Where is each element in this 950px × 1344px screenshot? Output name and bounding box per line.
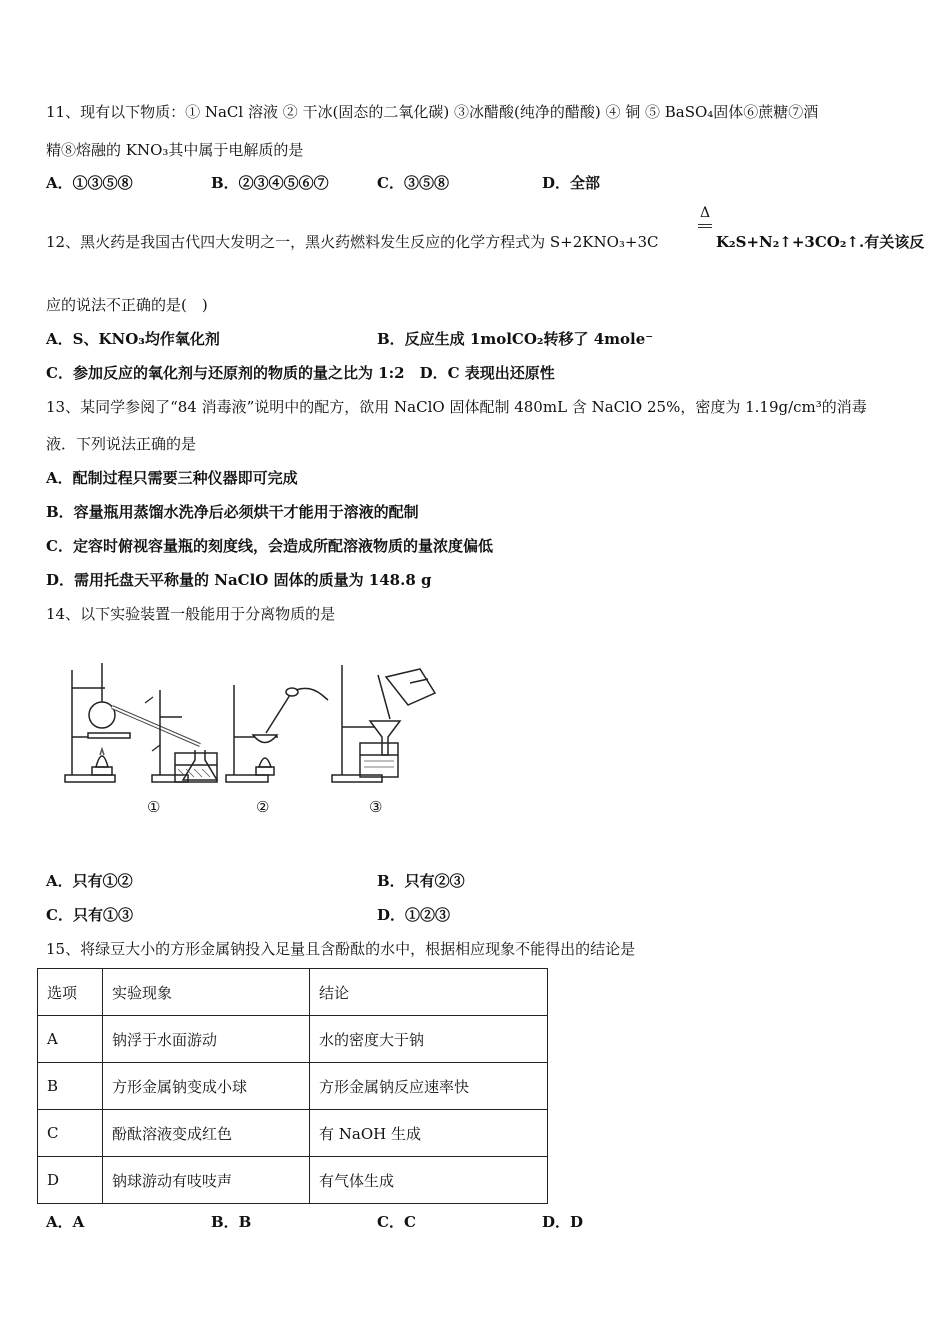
q13-option-d: D．需用托盘天平称量的 NaClO 固体的质量为 148.8 g [46,571,432,589]
q12-line1a: 12、黑火药是我国古代四大发明之一，黑火药燃料发生反应的化学方程式为 S+2KNO₃+3C [46,233,659,251]
q12-option-cd: C．参加反应的氧化剂与还原剂的物质的量之比为 1:2 D．C 表现出还原性 [46,364,555,382]
q14-option-a: A．只有①② [46,872,133,890]
q15-option-d: D．D [542,1213,584,1231]
evaporation-apparatus [226,685,328,782]
table-row [38,1110,548,1157]
table-cell: C [38,1110,103,1157]
apparatus-label-1: ① [147,798,161,816]
table-row [38,1157,548,1204]
q15-table [37,968,548,1204]
q11-line2: 精⑧熔融的 KNO₃其中属于电解质的是 [46,141,304,159]
equation-line-bottom [698,227,712,228]
q14-option-b: B．只有②③ [377,872,465,890]
q15-line1: 15、将绿豆大小的方形金属钠投入足量且含酚酞的水中，根据相应现象不能得出的结论是 [46,940,636,958]
q13-line1: 13、某同学参阅了“84 消毒液”说明中的配方，欲用 NaClO 固体配制 480mL 含 NaClO 25%，密度为 1.19g/cm³的消毒 [46,398,867,416]
table-cell: A [38,1016,103,1063]
table-header-row [38,969,548,1016]
table-cell: B [38,1063,103,1110]
heat-delta-symbol: Δ [700,205,711,221]
table-cell: 有 NaOH 生成 [310,1110,548,1157]
q15-option-c: C．C [377,1213,416,1231]
apparatus-label-2: ② [256,798,270,816]
q14-line1: 14、以下实验装置一般能用于分离物质的是 [46,605,336,623]
q15-option-b: B．B [211,1213,252,1231]
table-cell: D [38,1157,103,1204]
filtration-apparatus [332,665,435,782]
apparatus-label-3: ③ [369,798,383,816]
q13-option-b: B．容量瓶用蒸馏水洗净后必须烘干才能用于溶液的配制 [46,503,419,521]
table-cell: 钠球游动有吱吱声 [103,1157,310,1204]
q13-option-a: A．配制过程只需要三种仪器即可完成 [46,469,298,487]
equation-line-top [698,224,712,225]
lab-apparatus-figure [60,655,450,820]
header-cell: 结论 [310,969,548,1016]
table-cell: 钠浮于水面游动 [103,1016,310,1063]
q15-option-a: A．A [46,1213,85,1231]
q12-option-a: A．S、KNO₃均作氧化剂 [46,330,220,348]
table-cell: 方形金属钠变成小球 [103,1063,310,1110]
table-row [38,1016,548,1063]
q12-line1b: K₂S+N₂↑+3CO₂↑.有关该反 [716,233,925,251]
q11-line1: 11、现有以下物质：① NaCl 溶液 ② 干冰(固态的二氧化碳) ③冰醋酸(纯净的醋酸) ④ 铜 ⑤ BaSO₄固体⑥蔗糖⑦酒 [46,103,819,121]
q11-option-c: C．③⑤⑧ [377,174,449,192]
q12-option-b: B．反应生成 1molCO₂转移了 4mole⁻ [377,330,654,348]
q14-option-c: C．只有①③ [46,906,133,924]
table-cell: 酚酞溶液变成红色 [103,1110,310,1157]
q11-option-a: A．①③⑤⑧ [46,174,133,192]
q12-line2: 应的说法不正确的是( ) [46,296,208,314]
q11-option-b: B．②③④⑤⑥⑦ [211,174,329,192]
distillation-apparatus [65,663,217,782]
q13-line2: 液．下列说法正确的是 [46,435,197,453]
table-row [38,1063,548,1110]
table-cell: 方形金属钠反应速率快 [310,1063,548,1110]
table-cell: 有气体生成 [310,1157,548,1204]
header-cell: 选项 [38,969,103,1016]
q13-option-c: C．定容时俯视容量瓶的刻度线，会造成所配溶液物质的量浓度偏低 [46,537,493,555]
table-cell: 水的密度大于钠 [310,1016,548,1063]
q14-option-d: D．①②③ [377,906,451,924]
q11-option-d: D．全部 [542,174,601,192]
header-cell: 实验现象 [103,969,310,1016]
